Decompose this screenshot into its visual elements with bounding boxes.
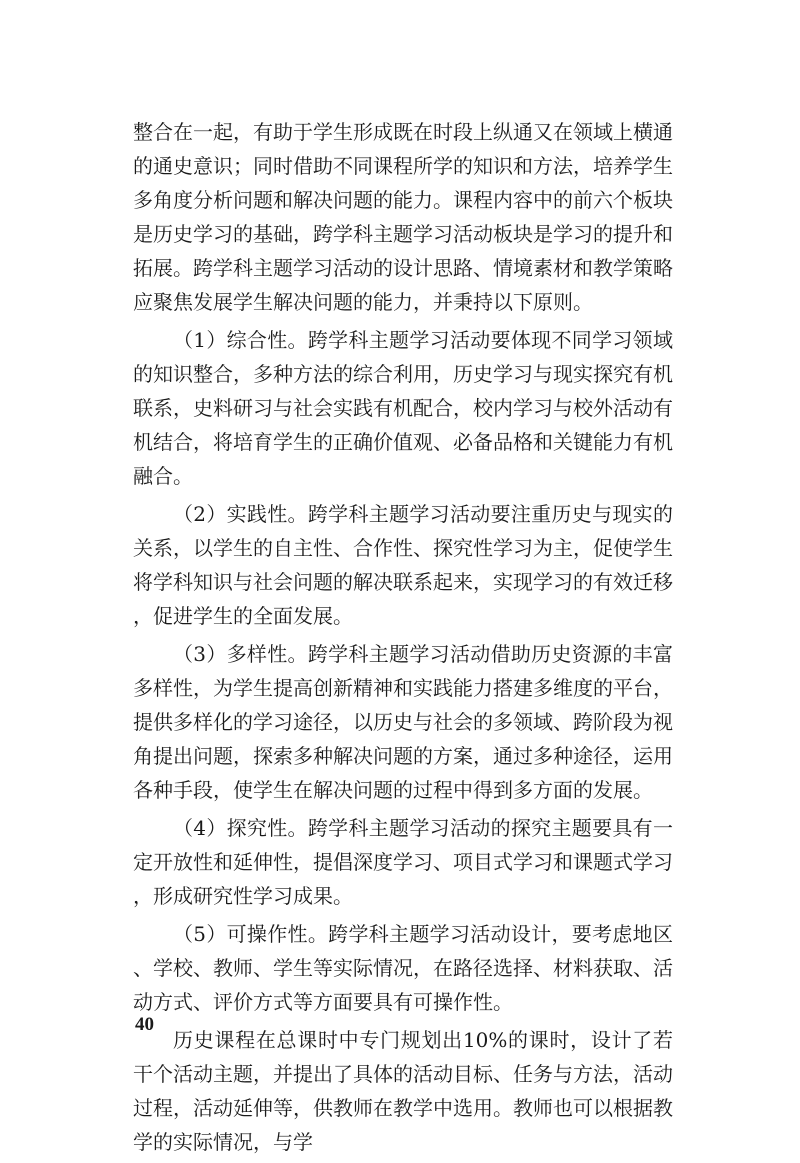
paragraph-principle-inquiry: （4）探究性。跨学科主题学习活动的探究主题要具有一定开放性和延伸性，提倡深度学习、项目式学习和课题式学习，形成研究性学习成果。 — [133, 816, 673, 908]
body-text — [133, 115, 673, 1163]
paragraph-principle-operability: （5）可操作性。跨学科主题学习活动设计，要考虑地区、学校、教师、学生等实际情况，在路径选择、材料获取、活动方式、评价方式等方面要具有可操作性。 — [133, 922, 673, 1014]
paragraph-class-hours: 历史课程在总课时中专门规划出10%的课时，设计了若干个活动主题，并提出了具体的活动目标、任务与方法，活动过程，活动延伸等，供教师在教学中选用。教师也可以根据教学的实际情况，与学 — [133, 1028, 673, 1154]
paragraph-principle-practical: （2）实践性。跨学科主题学习活动要注重历史与现实的关系，以学生的自主性、合作性、探究性学习为主，促使学生将学科知识与社会问题的解决联系起来，实现学习的有效迁移，促进学生的全面发展。 — [133, 502, 673, 628]
paragraph-principle-diversity: （3）多样性。跨学科主题学习活动借助历史资源的丰富多样性，为学生提高创新精神和实践能力搭建多维度的平台，提供多样化的学习途径，以历史与社会的多领域、跨阶段为视角提出问题，探索多种解决问题的方案，通过多种途径，运用各种手段，使学生在解决问题的过程中得到多方面的发展。 — [133, 642, 673, 802]
page-number: 40 — [135, 1014, 154, 1035]
paragraph-principle-comprehensive: （1）综合性。跨学科主题学习活动要体现不同学习领域的知识整合，多种方法的综合利用，历史学习与现实探究有机联系，史料研习与社会实践有机配合，校内学习与校外活动有机结合，将培育学生的正确价值观、必备品格和关键能力有机融合。 — [133, 328, 673, 488]
paragraph-1: 整合在一起，有助于学生形成既在时段上纵通又在领域上横通的通史意识；同时借助不同课程所学的知识和方法，培养学生多角度分析问题和解决问题的能力。课程内容中的前六个板块是历史学习的基础，跨学科主题学习活动板块是学习的提升和拓展。跨学科主题学习活动的设计思路、情境素材和教学策略应聚焦发展学生解决问题的能力，并秉持以下原则。 — [133, 120, 673, 314]
